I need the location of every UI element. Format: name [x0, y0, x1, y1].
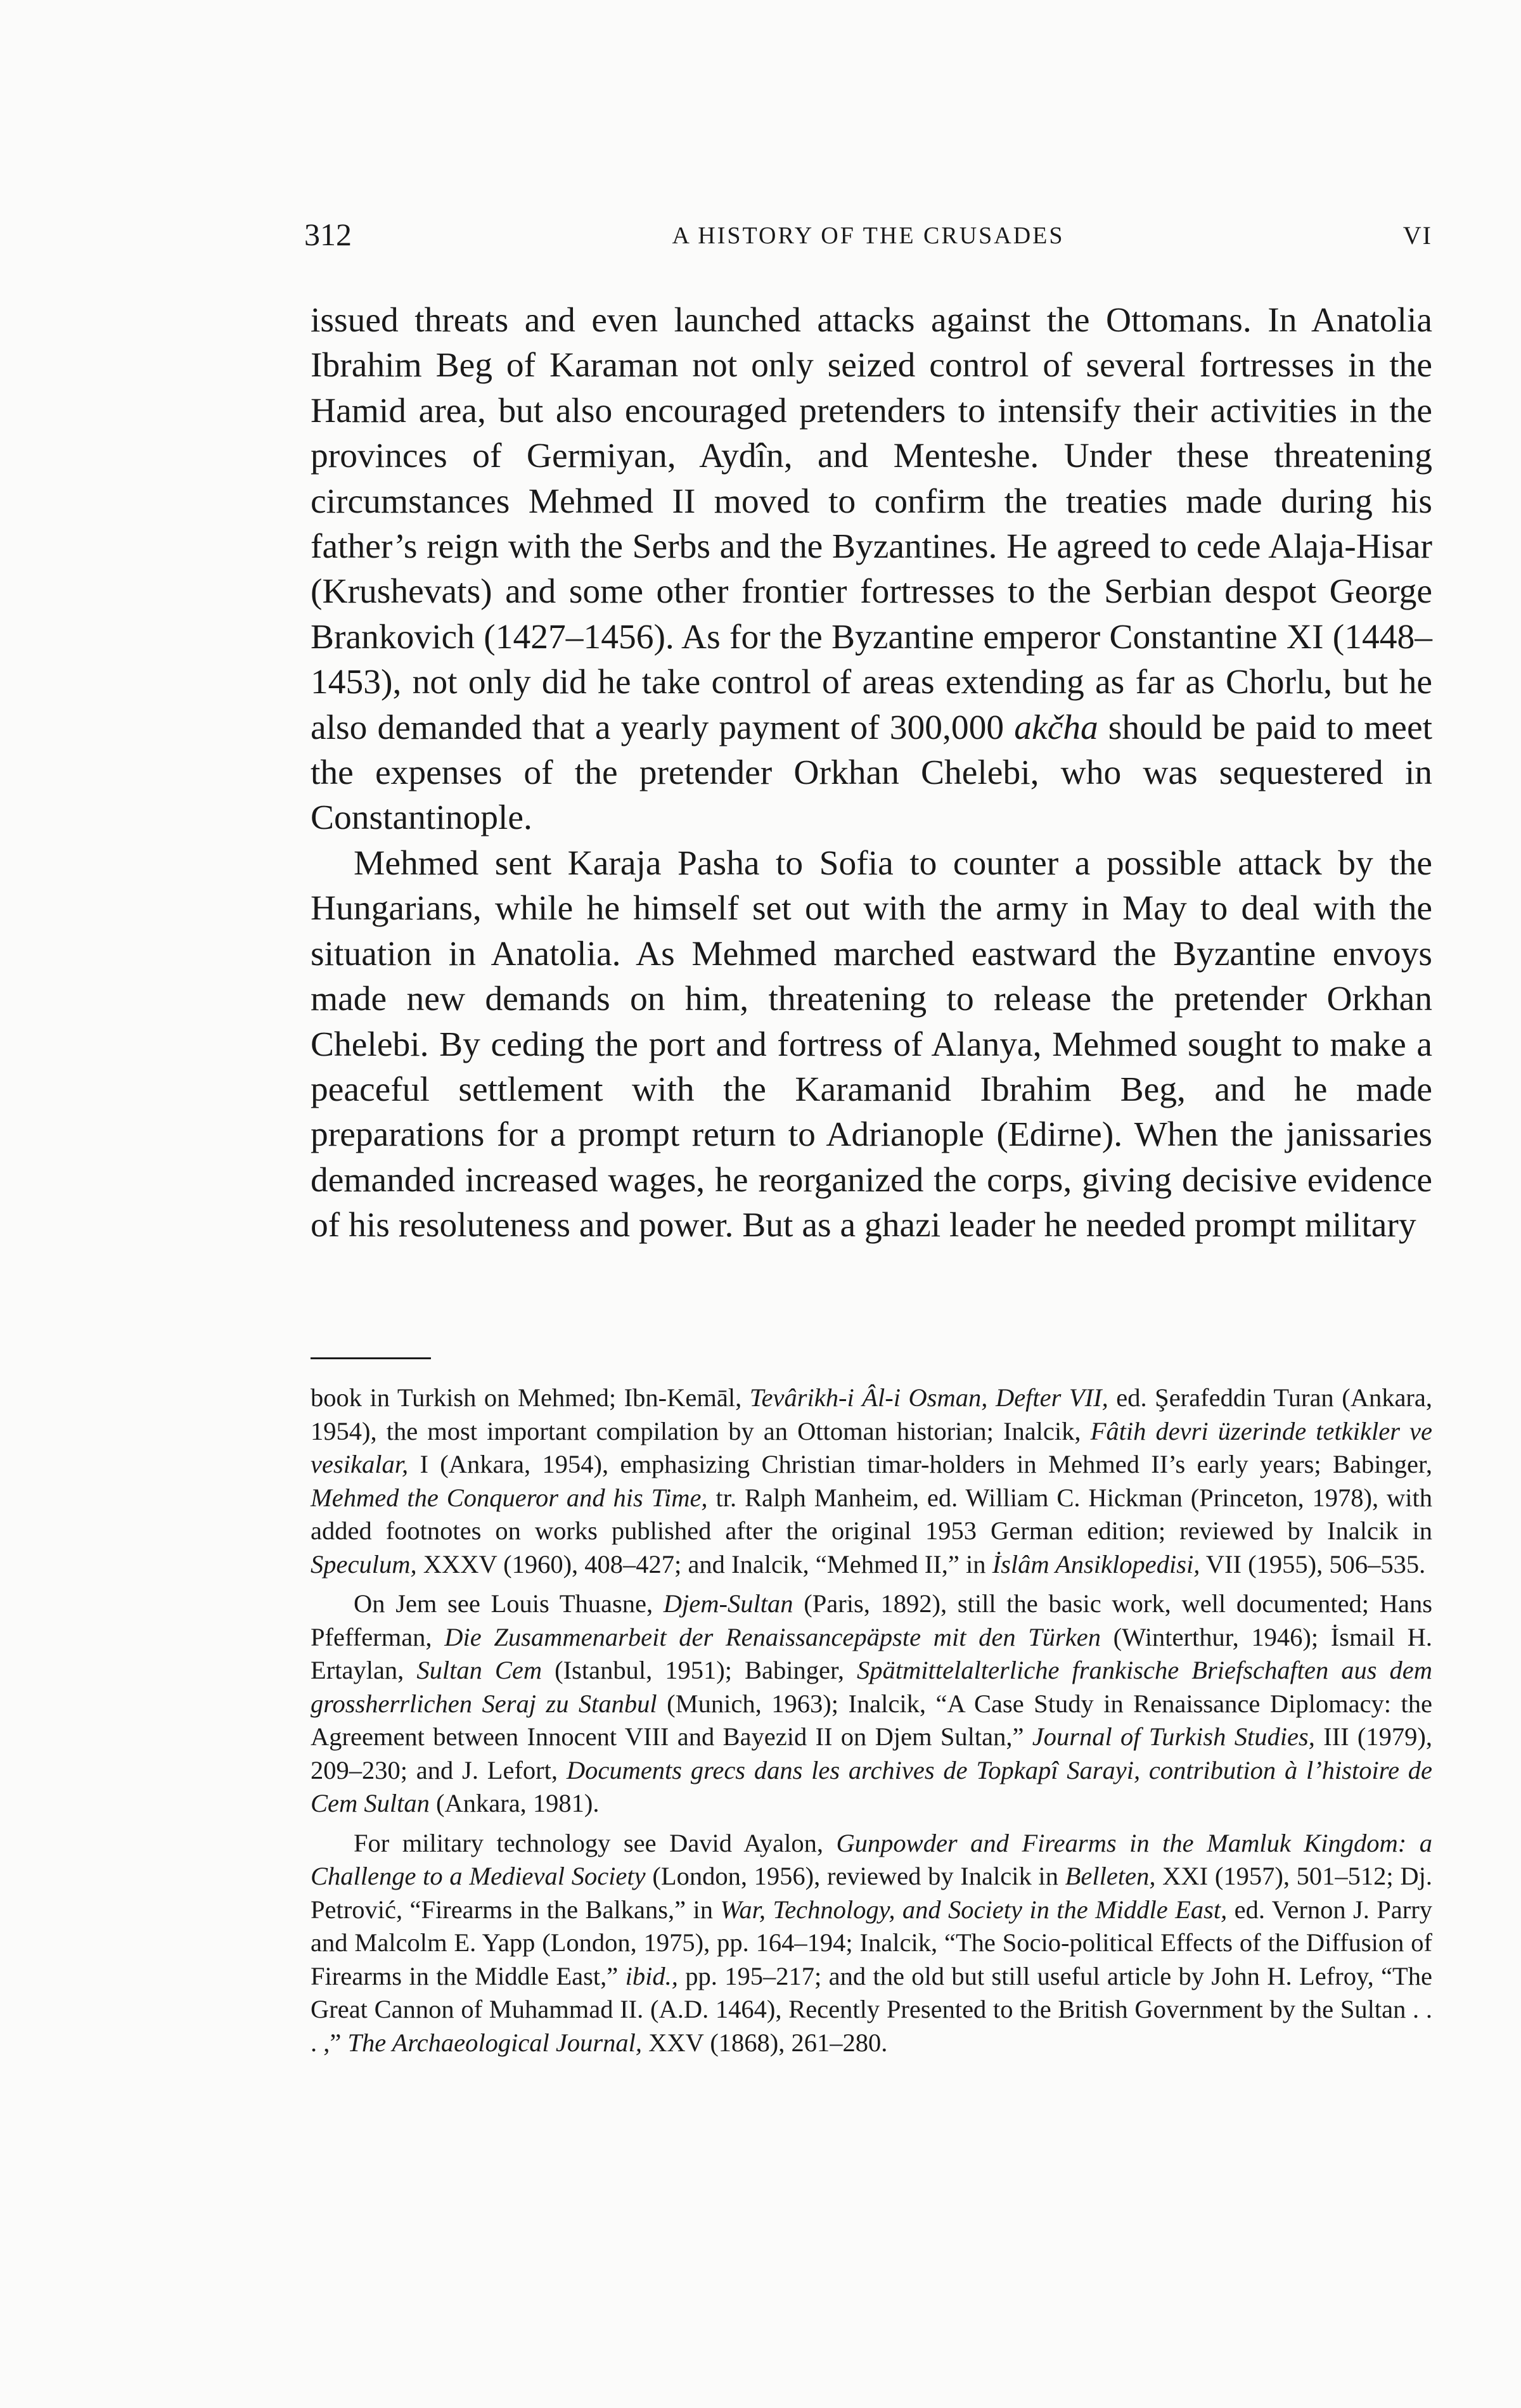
text-run: ed. Vernon J. Parry and Malcolm E. Yapp (London, 1975), pp. 164–194; Inalcik, “The Socio-political Effects of the Diffusion of Firearms in the Middle East,”: [311, 1895, 1432, 1990]
body-paragraph: [311, 841, 1432, 1248]
footnotes: [311, 1381, 1432, 2059]
text-run: (Ankara, 1981).: [429, 1789, 600, 1817]
footnote-paragraph: [311, 1587, 1432, 1821]
italic-title-run: The Archaeological Journal,: [347, 2028, 643, 2057]
italic-title-run: Speculum,: [311, 1549, 417, 1579]
text-run: (London, 1956), reviewed by Inalcik in: [645, 1862, 1065, 1890]
italic-title-run: Documents grecs dans les archives de Topkapî Sarayi, contribution à l’histoire de Cem Sultan: [311, 1755, 1432, 1817]
text-run: VII (1955), 506–535.: [1200, 1549, 1426, 1579]
italic-title-run: Tevârikh-i Âl-i Osman, Defter VII,: [749, 1383, 1108, 1412]
footnote-paragraph: [311, 1381, 1432, 1581]
italic-title-run: İslâm Ansiklopedisi,: [992, 1549, 1200, 1579]
main-text: [311, 298, 1432, 1248]
text-run: pp. 195–217; and the old but still useful article by John H. Lefroy, “The Great Cannon of Muhammad II. (A.D. 1464), Recently Presented to the British Government by the Sultan . . . ,”: [311, 1961, 1433, 2057]
text-run: For military technology see David Ayalon,: [354, 1828, 837, 1857]
text-run: Mehmed sent Karaja Pasha to Sofia to counter a possible attack by the Hungarians, while he himself set out with the army in May to deal with the situation in Anatolia. As Mehmed marched eastward the Byzantine envoys made new demands on him, threatening to release the pretender Orkhan Chelebi. By ceding the port and fortress of Alanya, Mehmed sought to make a peaceful settlement with the Karamanid Ibrahim Beg, and he made preparations for a prompt return to Adrianople (Edirne). When the janissaries demanded increased wages, he reorganized the corps, giving decisive evidence of his resoluteness and power. But as a ghazi leader he needed prompt military: [311, 843, 1432, 1245]
text-run: III (1979), 209–230; and J. Lefort,: [311, 1722, 1432, 1784]
italic-title-run: Journal of Turkish Studies,: [1032, 1722, 1315, 1751]
italic-title-run: Spätmittelalterliche frankische Briefschaften aus dem grossherrlichen Seraj zu Stanbul: [311, 1656, 1432, 1718]
italic-title-run: ibid.,: [625, 1961, 678, 1990]
volume-part-label: VI: [1402, 221, 1432, 250]
footnote-paragraph: [311, 1827, 1432, 2060]
italic-title-run: akčha: [1014, 708, 1098, 747]
italic-title-run: Gunpowder and Firearms in the Mamluk Kingdom: a Challenge to a Medieval Society: [311, 1828, 1433, 1890]
page-number: 312: [304, 217, 352, 252]
text-run: (Munich, 1963); Inalcik, “A Case Study in Renaissance Diplomacy: the Agreement between Innocent VIII and Bayezid II on Djem Sultan,”: [311, 1689, 1432, 1751]
text-run: issued threats and even launched attacks against the Ottomans. In Anatolia Ibrahim Beg of Karaman not only seized control of several fortresses in the Hamid area, but also encouraged pretenders to intensify their activities in the provinces of Germiyan, Aydîn, and Menteshe. Under these threatening circumstances Mehmed II moved to confirm the treaties made during his father’s reign with the Serbs and the Byzantines. He agreed to cede Alaja-Hisar (Krushevats) and some other frontier fortresses to the Serbian despot George Brankovich (1427–1456). As for the Byzantine emperor Constantine XI (1448–1453), not only did he take control of areas extending as far as Chorlu, but he also demanded that a yearly payment of 300,000: [311, 301, 1432, 747]
text-run: book in Turkish on Mehmed; Ibn-Kemāl,: [311, 1383, 750, 1412]
italic-title-run: War, Technology, and Society in the Middle East,: [720, 1895, 1228, 1924]
italic-title-run: Djem-Sultan: [663, 1589, 793, 1618]
text-run: (Paris, 1892), still the basic work, well documented; Hans Pfefferman,: [311, 1589, 1432, 1651]
text-run: XXI (1957), 501–512; Dj. Petrović, “Firearms in the Balkans,” in: [311, 1862, 1432, 1924]
text-run: tr. Ralph Manheim, ed. William C. Hickman (Princeton, 1978), with added footnotes on works published after the original 1953 German edition; reviewed by Inalcik in: [311, 1483, 1432, 1545]
text-run: XXXV (1960), 408–427; and Inalcik, “Mehmed II,” in: [416, 1549, 992, 1579]
text-run: (Istanbul, 1951); Babinger,: [542, 1656, 857, 1684]
text-run: I (Ankara, 1954), emphasizing Christian timar-holders in Mehmed II’s early years; Babinger,: [408, 1450, 1432, 1478]
text-run: XXV (1868), 261–280.: [642, 2028, 888, 2057]
italic-title-run: Sultan Cem: [416, 1656, 542, 1684]
running-head: [304, 215, 1432, 253]
italic-title-run: Belleten,: [1065, 1862, 1156, 1890]
text-run: On Jem see Louis Thuasne,: [354, 1589, 664, 1618]
text-run: (Winterthur, 1946); İsmail H. Ertaylan,: [311, 1622, 1432, 1684]
italic-title-run: Die Zusammenarbeit der Renaissancepäpste mit den Türken: [444, 1622, 1101, 1651]
body-paragraph: [311, 298, 1432, 841]
italic-title-run: Mehmed the Conqueror and his Time,: [311, 1483, 708, 1512]
footnote-separator: [311, 1357, 431, 1359]
italic-title-run: Fâtih devri üzerinde tetkikler ve vesikalar,: [311, 1416, 1433, 1478]
text-run: should be paid to meet the expenses of the pretender Orkhan Chelebi, who was sequestered in Constantinople.: [311, 708, 1432, 838]
text-run: ed. Şerafeddin Turan (Ankara, 1954), the most important compilation by an Ottoman historian; Inalcik,: [311, 1383, 1433, 1445]
running-head-title: A HISTORY OF THE CRUSADES: [672, 222, 1065, 249]
